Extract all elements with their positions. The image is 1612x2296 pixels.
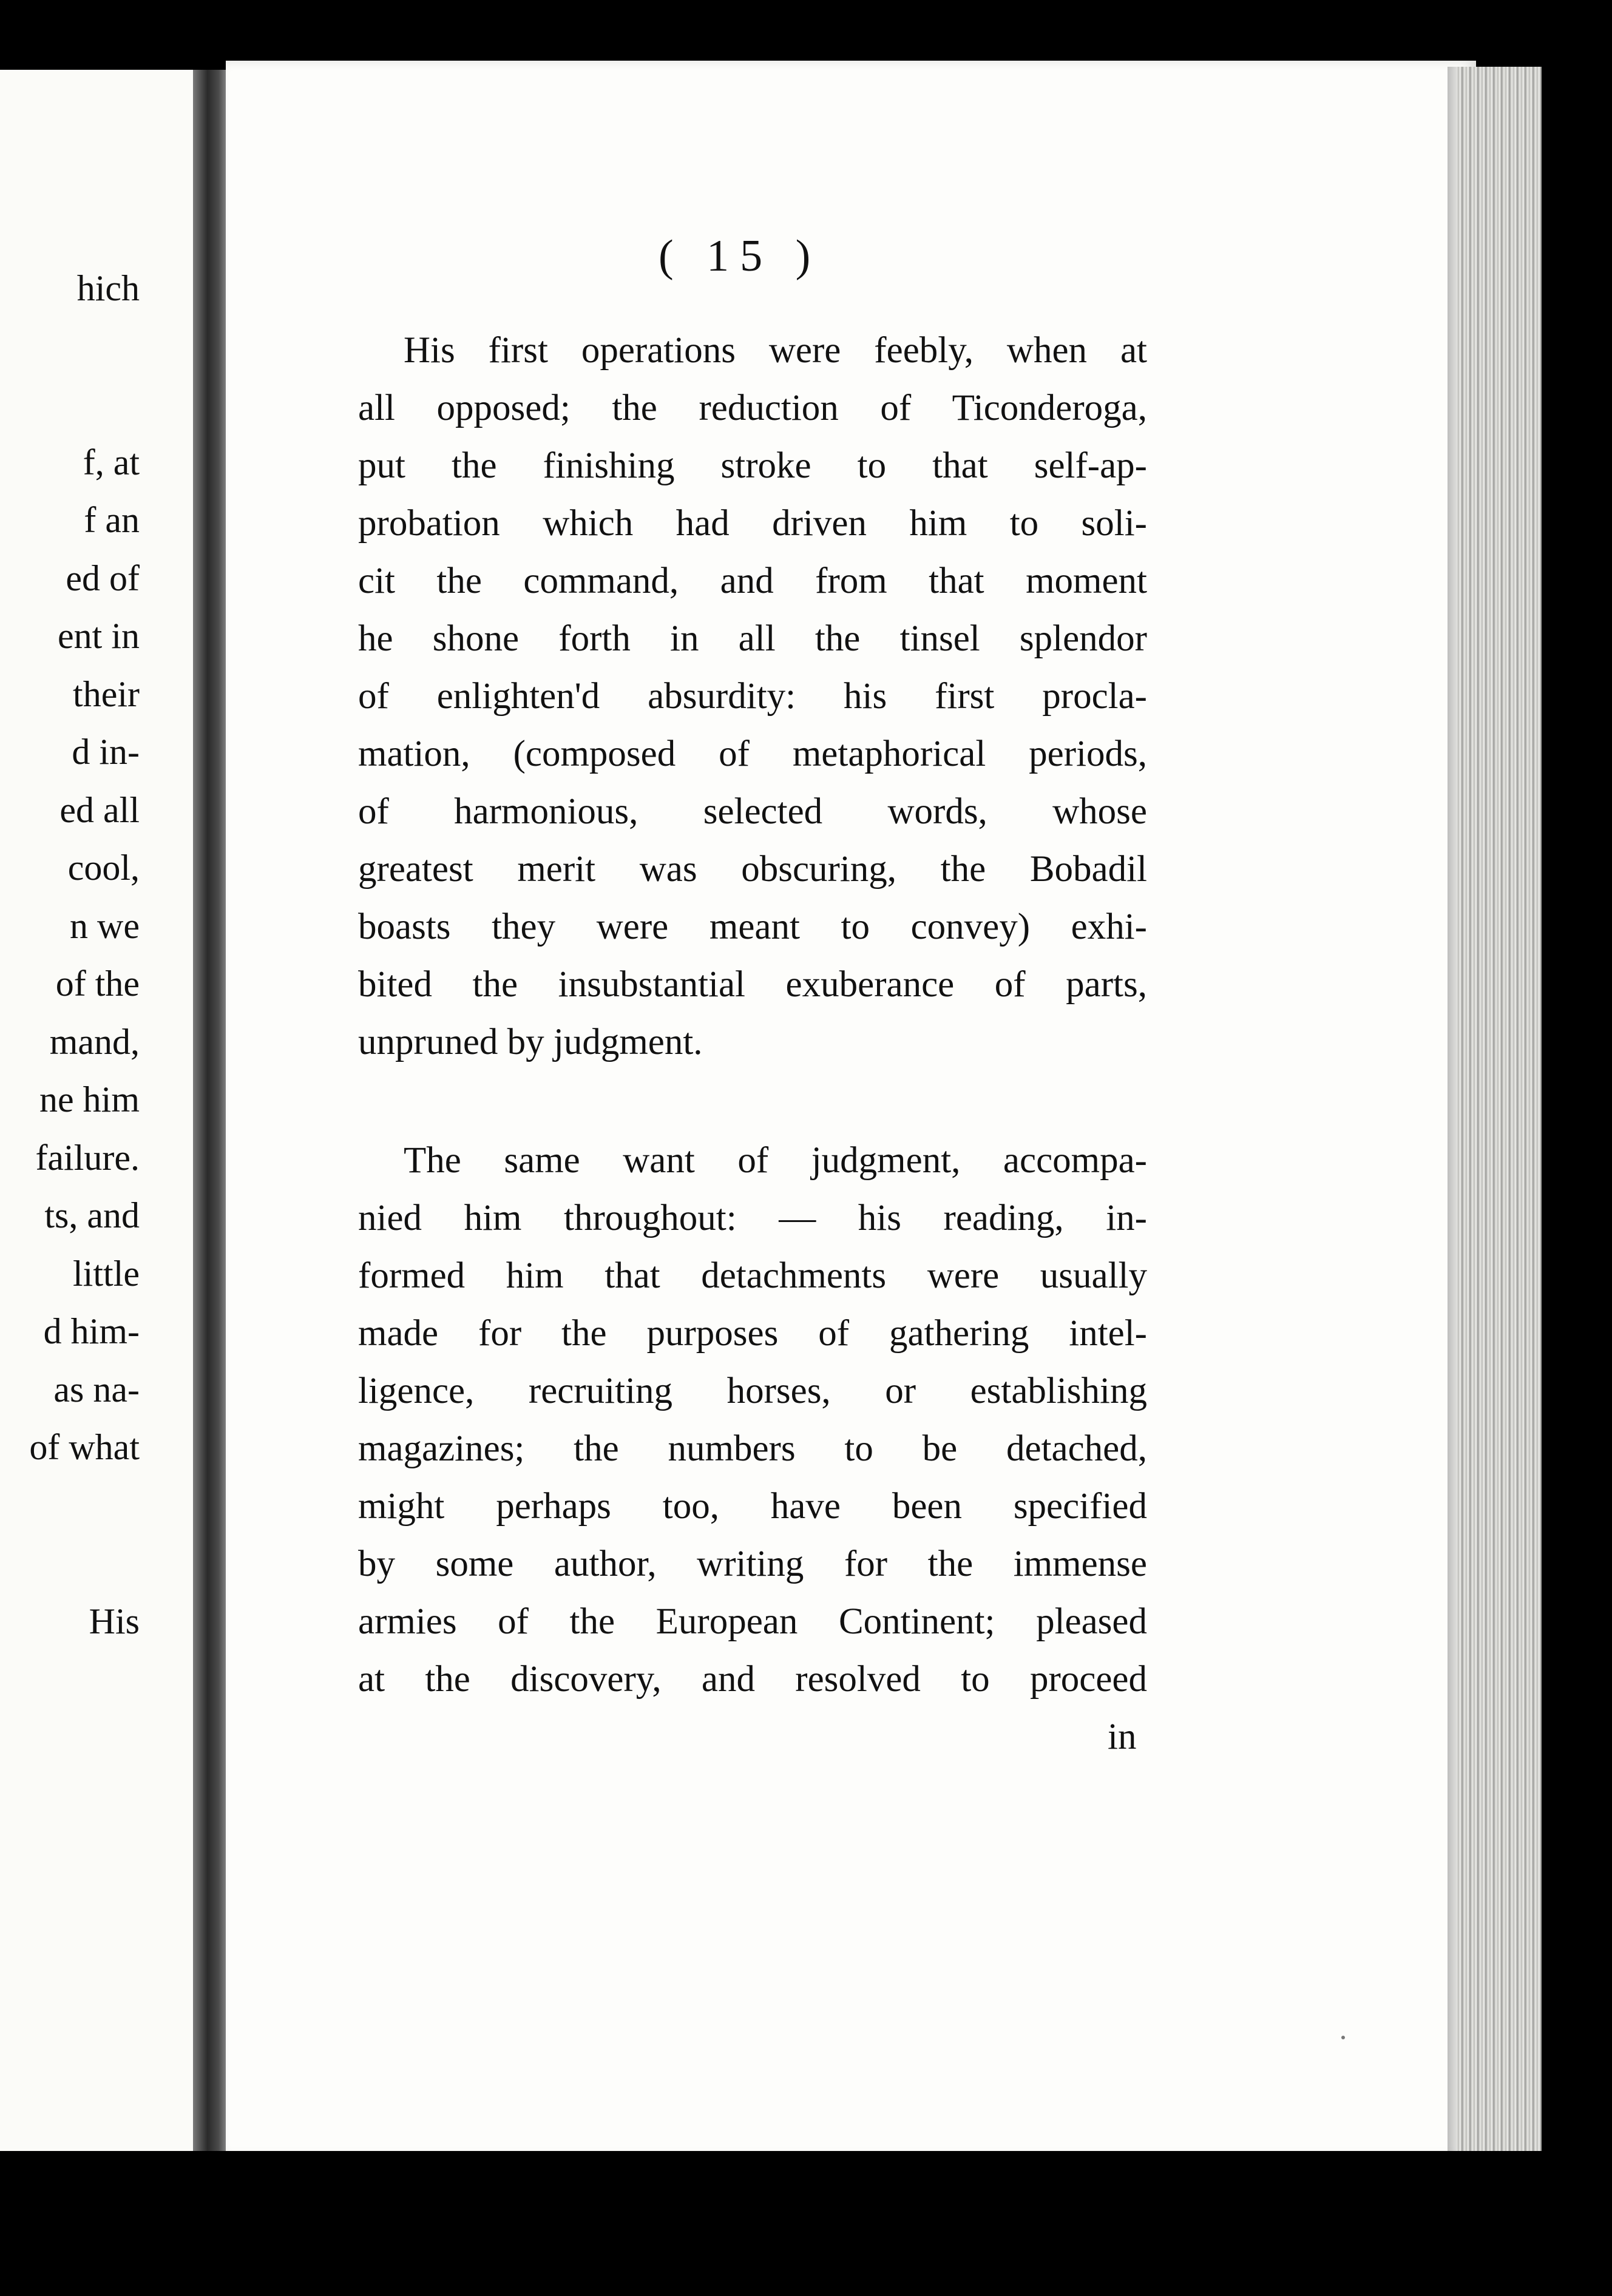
text-line: might perhaps too, have been specified bbox=[358, 1486, 1147, 1527]
paragraph-2 bbox=[358, 1132, 1147, 1708]
text-line: bited the insubstantial exuberance of parts, bbox=[358, 964, 1147, 1005]
left-page-line: ts, and bbox=[44, 1195, 140, 1235]
left-page-line: f, at bbox=[83, 442, 140, 482]
text-line: cit the command, and from that moment bbox=[358, 561, 1147, 601]
text-line: The same want of judgment, accompa- bbox=[404, 1140, 1147, 1181]
left-page-line: cool, bbox=[67, 848, 140, 888]
text-line: probation which had driven him to soli- bbox=[358, 503, 1147, 544]
paragraph-gap bbox=[358, 1071, 1147, 1132]
catchword: in bbox=[1108, 1717, 1137, 1757]
text-line: magazines; the numbers to be detached, bbox=[358, 1428, 1147, 1469]
left-page-line: n we bbox=[70, 905, 140, 946]
scan-border-bottom bbox=[0, 2151, 1612, 2296]
left-page-line: mand, bbox=[49, 1021, 140, 1062]
left-page-line: of what bbox=[29, 1427, 140, 1467]
left-page-line: little bbox=[73, 1253, 140, 1294]
text-line: by some author, writing for the immense bbox=[358, 1544, 1147, 1584]
text-line: mation, (composed of metaphorical periods, bbox=[358, 734, 1147, 774]
left-page-line: failure. bbox=[35, 1137, 140, 1178]
left-page-line: as na- bbox=[53, 1369, 140, 1410]
text-line: all opposed; the reduction of Ticonderoga, bbox=[358, 388, 1147, 428]
text-line: he shone forth in all the tinsel splendor bbox=[358, 618, 1147, 659]
left-page-line: ed all bbox=[59, 789, 140, 830]
left-page-fragment bbox=[0, 70, 194, 2151]
scan-border-right bbox=[1542, 0, 1612, 2296]
paper-speck bbox=[1341, 2036, 1345, 2039]
book-gutter bbox=[193, 70, 229, 2175]
text-line: at the discovery, and resolved to proceed bbox=[358, 1659, 1147, 1700]
text-line: ligence, recruiting horses, or establishing bbox=[358, 1371, 1147, 1411]
text-line: greatest merit was obscuring, the Bobadil bbox=[358, 849, 1147, 890]
text-line: of enlighten'd absurdity: his first procla- bbox=[358, 676, 1147, 717]
left-page-line: His bbox=[89, 1601, 140, 1641]
paragraph-1 bbox=[358, 322, 1147, 1071]
left-page-line: ne him bbox=[39, 1079, 140, 1119]
page-edges bbox=[1457, 67, 1548, 2160]
left-page-line: d him- bbox=[43, 1311, 140, 1351]
text-line: made for the purposes of gathering intel- bbox=[358, 1313, 1147, 1354]
left-page-line: ent in bbox=[58, 616, 140, 656]
text-line: of harmonious, selected words, whose bbox=[358, 791, 1147, 832]
text-line: boasts they were meant to convey) exhi- bbox=[358, 907, 1147, 947]
text-line: His first operations were feebly, when at bbox=[404, 330, 1147, 371]
left-page-line: of the bbox=[55, 964, 140, 1004]
left-page-line: their bbox=[73, 674, 140, 714]
body-text bbox=[358, 322, 1147, 1708]
text-line: armies of the European Continent; pleased bbox=[358, 1601, 1147, 1642]
text-line: unpruned by judgment. bbox=[358, 1022, 703, 1062]
left-page-line: f an bbox=[84, 500, 140, 540]
text-line: nied him throughout: — his reading, in- bbox=[358, 1198, 1147, 1238]
text-line: formed him that detachments were usually bbox=[358, 1255, 1147, 1296]
left-page-line: ed of bbox=[66, 558, 140, 598]
left-page-line: d in- bbox=[72, 732, 140, 772]
text-line: put the finishing stroke to that self-ap- bbox=[358, 445, 1147, 486]
left-page-line: hich bbox=[76, 268, 140, 308]
page-number: ( 15 ) bbox=[659, 231, 822, 281]
